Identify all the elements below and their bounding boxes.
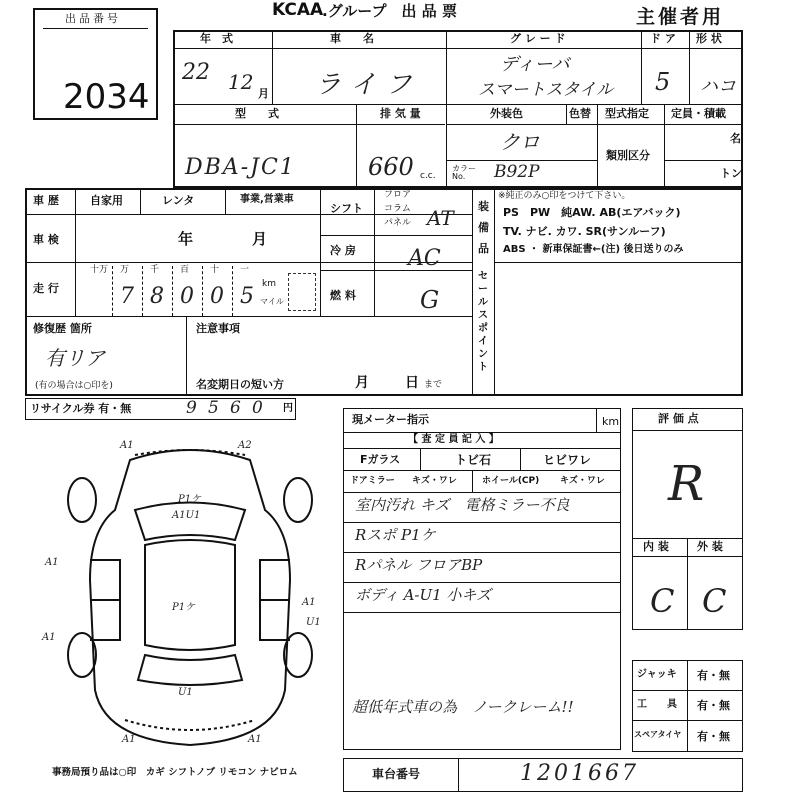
recycle-label: リサイクル券 有・無 xyxy=(30,402,132,415)
history-private[interactable]: 自家用 xyxy=(90,194,123,207)
divider xyxy=(225,188,226,214)
displacement-label: 排 気 量 xyxy=(380,107,421,120)
color-code-value: B92P xyxy=(494,162,540,182)
dmg-mark-rr: A1 xyxy=(248,734,262,745)
year-value: 22 xyxy=(182,60,210,85)
recycle-unit: 円 xyxy=(283,403,293,414)
body-value: ハコ xyxy=(700,76,736,97)
shift-option[interactable]: フロア xyxy=(384,190,412,200)
dmg-mark-r1: A1 xyxy=(302,597,316,608)
model-label: 型 式 xyxy=(235,107,279,120)
history-label: 車 歴 xyxy=(33,194,59,207)
shift-option[interactable]: パネル xyxy=(384,218,412,228)
glass-chip[interactable]: トビ石 xyxy=(455,453,492,467)
grade-line1: ディーバ xyxy=(500,54,570,75)
divider xyxy=(25,316,472,317)
front-left-wheel xyxy=(68,478,96,522)
odometer-digit: 8 xyxy=(150,284,164,309)
lot-number: 2034 xyxy=(63,77,150,117)
color-change-label: 色替 xyxy=(569,107,591,120)
divider xyxy=(494,262,743,263)
divider xyxy=(472,188,473,396)
left-doors xyxy=(90,560,120,640)
divider xyxy=(356,104,357,188)
inspector-comment: 室内汚れ キズ 電格ミラー不良 xyxy=(355,496,570,514)
divider xyxy=(173,48,743,49)
recycle-digit: 9 xyxy=(186,398,197,418)
meter-label: 現メーター指示 xyxy=(352,413,429,426)
form-title: .グループ 出 品 票 xyxy=(322,2,457,20)
odometer-place-label: 一 xyxy=(240,265,250,275)
divider xyxy=(343,432,621,433)
divider xyxy=(343,492,621,493)
inspector-comment: ボディ A-U1 小キズ xyxy=(355,586,492,604)
divider xyxy=(446,160,597,161)
org-logo: KCAA xyxy=(272,0,324,20)
color-code-label: カラー No. xyxy=(452,164,476,181)
divider xyxy=(566,104,567,124)
divider xyxy=(597,104,598,188)
divider xyxy=(25,214,472,215)
inspector-comment: Rスポ P1ケ xyxy=(355,526,436,544)
equipment-note: ※純正のみ○印をつけて下さい。 xyxy=(498,191,631,201)
equipment-line1[interactable]: PS PW 純AW. AB(エアバック) xyxy=(503,206,681,219)
inspector-comment: Rパネル フロアBP xyxy=(355,556,483,574)
divider xyxy=(272,30,273,104)
odometer-divider xyxy=(142,266,143,316)
odometer-divider xyxy=(232,266,233,316)
displacement-value: 660 xyxy=(368,153,414,181)
divider xyxy=(641,30,642,104)
exterior-score: C xyxy=(702,582,727,620)
mile-label: マイル xyxy=(260,297,284,306)
copy-label: 主催者用 xyxy=(636,6,725,28)
odometer-divider xyxy=(172,266,173,316)
history-business[interactable]: 事業,営業車 xyxy=(240,194,294,205)
comment-rule xyxy=(343,552,621,553)
front-right-wheel xyxy=(284,478,312,522)
capacity-label: 定員・積載 xyxy=(671,107,726,120)
interior-label: 内 装 xyxy=(643,540,669,553)
glass-label: Fガラス xyxy=(360,453,401,466)
equipment-line2[interactable]: TV. ナビ. カワ. SR(サンルーフ) xyxy=(503,225,666,238)
divider xyxy=(374,188,375,316)
name-change-until: まで xyxy=(424,380,443,390)
divider xyxy=(446,124,597,125)
equipment-label: 装 備 品 xyxy=(478,200,489,255)
chassis-number: 1201667 xyxy=(520,761,639,786)
spare-opts[interactable]: 有・無 xyxy=(697,730,730,743)
odometer-divider xyxy=(202,266,203,316)
inspection-label: 車 検 xyxy=(33,233,59,246)
front-note2: A1U1 xyxy=(172,510,201,521)
dmg-mark-l1: A1 xyxy=(45,557,59,568)
load-unit: トン xyxy=(720,167,742,180)
front-note: P1ケ xyxy=(178,494,202,505)
dmg-mark-l2: A1 xyxy=(42,632,56,643)
name-change-month: 月 xyxy=(355,375,369,391)
divider xyxy=(472,470,473,492)
odometer-divider xyxy=(112,266,113,316)
divider xyxy=(446,30,447,188)
grade-line2: スマートスタイル xyxy=(478,80,614,100)
equipment-line3[interactable]: ABS ・ 新車保証書←(注) 後日送りのみ xyxy=(503,244,684,255)
month-value: 12 xyxy=(228,70,254,94)
repair-value: 有リア xyxy=(45,346,105,370)
divider xyxy=(520,448,521,470)
right-doors xyxy=(260,560,290,640)
notice-label: 注意事項 xyxy=(196,322,240,335)
exterior-label: 外 装 xyxy=(697,540,723,553)
inspection-year: 年 xyxy=(178,230,194,248)
rear-note: U1 xyxy=(178,687,193,698)
meter-unit: km xyxy=(602,415,620,428)
odometer-place-label: 千 xyxy=(150,265,160,275)
divider xyxy=(25,262,472,263)
divider xyxy=(664,160,743,161)
office-held-note: 事務局預り品は○印 カギ シフトノブ リモコン ナビロム xyxy=(52,767,298,778)
interior-score: C xyxy=(650,582,675,620)
doors-label: ド ア xyxy=(650,32,676,45)
divider xyxy=(43,28,148,29)
repair-label: 修復歴 箇所 xyxy=(33,322,92,335)
history-rental[interactable]: レンタ xyxy=(162,194,195,207)
shift-option[interactable]: コラム xyxy=(384,204,411,214)
class-label: 類別区分 xyxy=(606,149,650,162)
comment-rule xyxy=(343,582,621,583)
wheel-opts[interactable]: キズ・ワレ xyxy=(560,476,605,486)
capacity-unit: 名 xyxy=(730,132,741,145)
car-windshield xyxy=(135,503,245,541)
car-roof xyxy=(145,540,235,650)
inspector-section-label: 【 査 定 員 記 入 】 xyxy=(408,434,499,445)
month-unit: 月 xyxy=(258,87,269,100)
ac-label: 冷 房 xyxy=(330,244,356,257)
recycle-digit: 0 xyxy=(252,398,263,418)
body-label: 形 状 xyxy=(696,32,722,45)
car-name: ライフ xyxy=(315,70,422,100)
mirror-opts[interactable]: キズ・ワレ xyxy=(412,476,457,486)
tools-label: 工 具 xyxy=(637,699,677,710)
grade-label: グ レ ー ド xyxy=(510,32,566,45)
odometer-digit: 5 xyxy=(240,284,254,309)
divider xyxy=(420,448,421,470)
shift-label: シフト xyxy=(330,202,363,215)
shift-value: AT xyxy=(427,206,454,230)
name-change-day: 日 xyxy=(405,375,419,391)
wheel-label: ホイール(CP) xyxy=(482,476,540,486)
name-change-label: 名変期日の短い方 xyxy=(196,378,284,391)
name-label: 車 名 xyxy=(330,32,374,45)
lot-number-label: 出品番号 xyxy=(65,12,121,25)
inspection-month: 月 xyxy=(252,230,268,248)
divider xyxy=(664,104,665,188)
mirror-label: ドアミラー xyxy=(350,476,395,486)
divider xyxy=(343,448,621,449)
recycle-digit: 6 xyxy=(230,398,241,418)
repair-note: (有の場合は○印を) xyxy=(35,381,113,391)
footer-note: 超低年式車の為 ノークレーム!! xyxy=(352,698,574,716)
score-label: 評 価 点 xyxy=(658,412,699,425)
divider xyxy=(494,188,495,396)
divider xyxy=(632,430,743,431)
divider xyxy=(320,270,472,271)
designation-label: 型式指定 xyxy=(605,107,649,120)
divider xyxy=(75,188,76,316)
color-value: クロ xyxy=(500,130,540,154)
fuel-label: 燃 料 xyxy=(330,289,356,302)
divider xyxy=(687,660,688,752)
divider xyxy=(320,235,472,236)
odometer-place-label: 万 xyxy=(120,265,130,275)
jack-opts[interactable]: 有・無 xyxy=(697,669,730,682)
divider xyxy=(596,408,597,432)
tools-opts[interactable]: 有・無 xyxy=(697,699,730,712)
divider xyxy=(140,188,141,214)
year-label: 年 式 xyxy=(200,32,233,45)
model-value: DBA-JC1 xyxy=(185,155,296,180)
km-label: km xyxy=(262,279,276,289)
car-rear-window xyxy=(138,655,242,685)
doors-value: 5 xyxy=(655,68,671,96)
glass-crack[interactable]: ヒビワレ xyxy=(543,453,592,467)
divider xyxy=(687,538,688,630)
divider xyxy=(458,758,459,792)
spare-label: スペアタイヤ xyxy=(634,730,682,739)
sales-point-label: セールスポイント xyxy=(478,271,488,373)
car-damage-diagram xyxy=(42,440,321,760)
divider xyxy=(343,470,621,471)
odometer-place-label: 百 xyxy=(180,265,190,275)
comment-rule xyxy=(343,522,621,523)
recycle-digit: 5 xyxy=(208,398,219,418)
ac-value: AC xyxy=(408,246,441,271)
score-value: R xyxy=(668,456,705,512)
odometer-place-label: 十 xyxy=(210,265,220,275)
jack-label: ジャッキ xyxy=(637,669,677,680)
fuel-value: G xyxy=(420,286,440,314)
cc-unit: c.c. xyxy=(420,171,436,181)
lot-number-box xyxy=(33,8,158,120)
comment-rule xyxy=(343,612,621,613)
dmg-mark-r2: U1 xyxy=(306,617,321,628)
chassis-label: 車台番号 xyxy=(372,767,421,781)
divider xyxy=(597,124,664,125)
divider xyxy=(689,30,690,104)
rear-bumper xyxy=(125,720,255,730)
dmg-mark-fr: A2 xyxy=(238,440,252,451)
divider xyxy=(173,104,743,105)
divider xyxy=(664,124,743,125)
mileage-label: 走 行 xyxy=(33,282,59,295)
mile-box xyxy=(288,273,316,311)
divider xyxy=(173,124,445,125)
odometer-digit: 7 xyxy=(120,284,134,309)
odometer-digit: 0 xyxy=(180,284,194,309)
divider xyxy=(186,316,187,396)
color-label: 外装色 xyxy=(490,107,523,120)
roof-note: P1ケ xyxy=(172,602,196,613)
dmg-mark-fl: A1 xyxy=(120,440,134,451)
odometer-place-label: 十万 xyxy=(90,265,109,275)
odometer-digit: 0 xyxy=(210,284,224,309)
divider xyxy=(320,188,321,316)
dmg-mark-rl: A1 xyxy=(122,734,136,745)
